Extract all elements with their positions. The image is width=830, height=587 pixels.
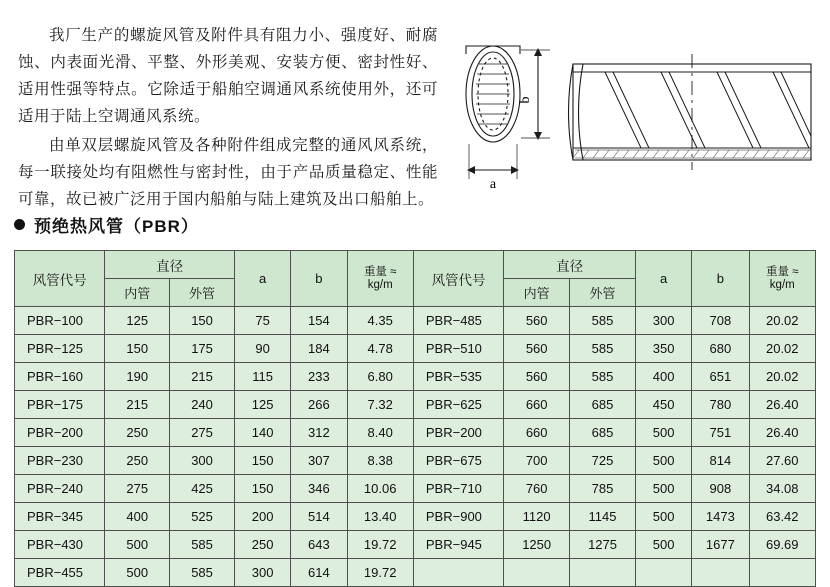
- cell-inner-2: 560: [504, 335, 570, 363]
- cell-inner-2: 1250: [504, 531, 570, 559]
- cell-code-2: PBR−945: [413, 531, 503, 559]
- cell-inner: 250: [105, 447, 170, 475]
- cell-weight-2: 34.08: [749, 475, 815, 503]
- intro-paragraph-2: 由单双层螺旋风管及各种附件组成完整的通风风系统，每一联接处均有阻燃性与密封性，由于产品质量稳定、性能可靠，故已被广泛用于国内船舶与陆上建筑及出口船舶上。: [18, 137, 438, 208]
- cell-code-2: PBR−510: [413, 335, 503, 363]
- cell-inner-2: 1120: [504, 503, 570, 531]
- header-a-right: a: [635, 251, 691, 307]
- cell-outer: 275: [170, 419, 235, 447]
- cell-b: 312: [291, 419, 347, 447]
- cell-outer: 150: [170, 307, 235, 335]
- cell-weight-2: 20.02: [749, 335, 815, 363]
- cell-outer-2: 1145: [570, 503, 636, 531]
- cell-a: 150: [234, 475, 290, 503]
- table-row: [15, 363, 816, 391]
- cell-a-2: 500: [635, 503, 691, 531]
- cell-inner: 500: [105, 531, 170, 559]
- table-row: [15, 447, 816, 475]
- cell-code-2: PBR−535: [413, 363, 503, 391]
- header-weight-right: [749, 251, 815, 307]
- cell-weight: 10.06: [347, 475, 413, 503]
- table-body: [15, 307, 816, 587]
- cell-b: 184: [291, 335, 347, 363]
- spiral-duct-diagram: [455, 24, 815, 194]
- cell-a-2: 500: [635, 531, 691, 559]
- table-row: [15, 335, 816, 363]
- cell-a-2: 500: [635, 419, 691, 447]
- cell-a: 140: [234, 419, 290, 447]
- cell-inner: 125: [105, 307, 170, 335]
- cell-a-2: 450: [635, 391, 691, 419]
- cell-b-2: 1677: [692, 531, 749, 559]
- cell-code: PBR−175: [15, 391, 105, 419]
- cell-weight: 4.35: [347, 307, 413, 335]
- header-b-right: b: [692, 251, 749, 307]
- spec-table-wrapper: [14, 250, 816, 587]
- cell-code: PBR−230: [15, 447, 105, 475]
- header-inner-left: 内管: [105, 279, 170, 307]
- cell-inner: 275: [105, 475, 170, 503]
- header-code-left: 风管代号: [15, 251, 105, 307]
- cell-outer: 240: [170, 391, 235, 419]
- cell-b-2: 1473: [692, 503, 749, 531]
- header-weight-left-line2: kg/m: [367, 278, 393, 291]
- header-outer-left: 外管: [170, 279, 235, 307]
- header-a-left: a: [234, 251, 290, 307]
- cell-code-2: PBR−200: [413, 419, 503, 447]
- cell-a: 200: [234, 503, 290, 531]
- cell-b: 614: [291, 559, 347, 587]
- cell-code-2: PBR−900: [413, 503, 503, 531]
- cell-b: 233: [291, 363, 347, 391]
- cell-outer: 175: [170, 335, 235, 363]
- cell-b-2: 708: [692, 307, 749, 335]
- header-inner-right: 内管: [504, 279, 570, 307]
- cell-code: PBR−160: [15, 363, 105, 391]
- spec-table: [14, 250, 816, 587]
- cell-outer: 585: [170, 531, 235, 559]
- table-row: [15, 503, 816, 531]
- cell-code-2: [413, 559, 503, 587]
- cell-inner-2: 660: [504, 419, 570, 447]
- cell-weight-2: 26.40: [749, 391, 815, 419]
- header-row-1: [15, 251, 816, 279]
- cell-b: 266: [291, 391, 347, 419]
- duct-drawing-svg: [455, 24, 815, 194]
- cell-a: 115: [234, 363, 290, 391]
- cell-a: 90: [234, 335, 290, 363]
- table-row: [15, 475, 816, 503]
- header-weight-left-line1: 重量 ≈: [363, 265, 397, 278]
- cell-weight-2: 26.40: [749, 419, 815, 447]
- cell-a-2: 500: [635, 447, 691, 475]
- header-code-right: 风管代号: [413, 251, 503, 307]
- cell-weight-2: 63.42: [749, 503, 815, 531]
- cell-b: 154: [291, 307, 347, 335]
- cell-weight-2: 20.02: [749, 363, 815, 391]
- header-b-left: b: [291, 251, 347, 307]
- cell-a-2: [635, 559, 691, 587]
- cell-inner-2: 560: [504, 363, 570, 391]
- cell-code: PBR−200: [15, 419, 105, 447]
- cell-weight-2: 69.69: [749, 531, 815, 559]
- cell-a: 250: [234, 531, 290, 559]
- bullet-icon: [14, 219, 25, 230]
- header-weight-right-line2: kg/m: [769, 278, 795, 291]
- cell-code-2: PBR−625: [413, 391, 503, 419]
- cell-code: PBR−455: [15, 559, 105, 587]
- cell-outer-2: 725: [570, 447, 636, 475]
- cell-outer: 525: [170, 503, 235, 531]
- cell-a-2: 500: [635, 475, 691, 503]
- header-weight-right-line1: 重量 ≈: [766, 265, 799, 278]
- header-outer-right: 外管: [570, 279, 636, 307]
- cell-inner: 500: [105, 559, 170, 587]
- intro-text-block: [18, 22, 438, 215]
- cell-inner: 190: [105, 363, 170, 391]
- cell-b-2: 780: [692, 391, 749, 419]
- cell-outer-2: 585: [570, 335, 636, 363]
- cell-weight-2: 27.60: [749, 447, 815, 475]
- cell-weight: 13.40: [347, 503, 413, 531]
- cell-weight: 8.38: [347, 447, 413, 475]
- table-row: [15, 307, 816, 335]
- cell-b: 346: [291, 475, 347, 503]
- cell-a: 75: [234, 307, 290, 335]
- cell-a: 300: [234, 559, 290, 587]
- cell-inner-2: 700: [504, 447, 570, 475]
- cell-outer: 300: [170, 447, 235, 475]
- cell-weight-2: [749, 559, 815, 587]
- table-row: [15, 559, 816, 587]
- cell-weight: 6.80: [347, 363, 413, 391]
- cell-outer: 215: [170, 363, 235, 391]
- cell-inner: 400: [105, 503, 170, 531]
- cell-b: 307: [291, 447, 347, 475]
- cell-weight: 19.72: [347, 559, 413, 587]
- cell-code-2: PBR−485: [413, 307, 503, 335]
- cell-outer-2: [570, 559, 636, 587]
- section-heading-label: 预绝热风管（PBR）: [34, 217, 199, 236]
- cell-code: PBR−240: [15, 475, 105, 503]
- cell-weight: 7.32: [347, 391, 413, 419]
- label-a: a: [489, 177, 497, 192]
- cell-a: 150: [234, 447, 290, 475]
- header-weight-left: [347, 251, 413, 307]
- cell-outer-2: 1275: [570, 531, 636, 559]
- cell-b-2: 680: [692, 335, 749, 363]
- cell-inner-2: 560: [504, 307, 570, 335]
- cell-outer-2: 685: [570, 419, 636, 447]
- cell-b-2: 814: [692, 447, 749, 475]
- cell-weight: 4.78: [347, 335, 413, 363]
- cell-outer-2: 585: [570, 307, 636, 335]
- cell-weight: 19.72: [347, 531, 413, 559]
- cell-code-2: PBR−710: [413, 475, 503, 503]
- cell-inner-2: [504, 559, 570, 587]
- cell-outer-2: 685: [570, 391, 636, 419]
- cell-inner-2: 660: [504, 391, 570, 419]
- cell-a-2: 400: [635, 363, 691, 391]
- section-heading: [14, 212, 199, 237]
- cell-code-2: PBR−675: [413, 447, 503, 475]
- cell-inner: 150: [105, 335, 170, 363]
- cell-a-2: 350: [635, 335, 691, 363]
- table-row: [15, 419, 816, 447]
- cell-code: PBR−125: [15, 335, 105, 363]
- cell-weight: 8.40: [347, 419, 413, 447]
- cell-a-2: 300: [635, 307, 691, 335]
- cell-outer: 425: [170, 475, 235, 503]
- cell-a: 125: [234, 391, 290, 419]
- header-diameter-right: 直径: [504, 251, 636, 279]
- cell-inner: 215: [105, 391, 170, 419]
- cell-b-2: 651: [692, 363, 749, 391]
- cell-outer-2: 785: [570, 475, 636, 503]
- cell-inner: 250: [105, 419, 170, 447]
- header-diameter-left: 直径: [105, 251, 235, 279]
- cell-b-2: 751: [692, 419, 749, 447]
- label-b: b: [518, 96, 533, 104]
- cell-inner-2: 760: [504, 475, 570, 503]
- table-head: [15, 251, 816, 307]
- cell-code: PBR−430: [15, 531, 105, 559]
- cell-b: 643: [291, 531, 347, 559]
- cell-code: PBR−345: [15, 503, 105, 531]
- table-row: [15, 531, 816, 559]
- cell-b-2: [692, 559, 749, 587]
- cell-weight-2: 20.02: [749, 307, 815, 335]
- cell-outer-2: 585: [570, 363, 636, 391]
- cell-b: 514: [291, 503, 347, 531]
- cell-outer: 585: [170, 559, 235, 587]
- cell-code: PBR−100: [15, 307, 105, 335]
- cell-b-2: 908: [692, 475, 749, 503]
- intro-paragraph-1: 我厂生产的螺旋风管及附件具有阻力小、强度好、耐腐蚀、内表面光滑、平整、外形美观、安装方便、密封性好、适用性强等特点。它除适于船舶空调通风系统使用外，还可适用于陆上空调通风系统。: [18, 27, 438, 125]
- table-row: [15, 391, 816, 419]
